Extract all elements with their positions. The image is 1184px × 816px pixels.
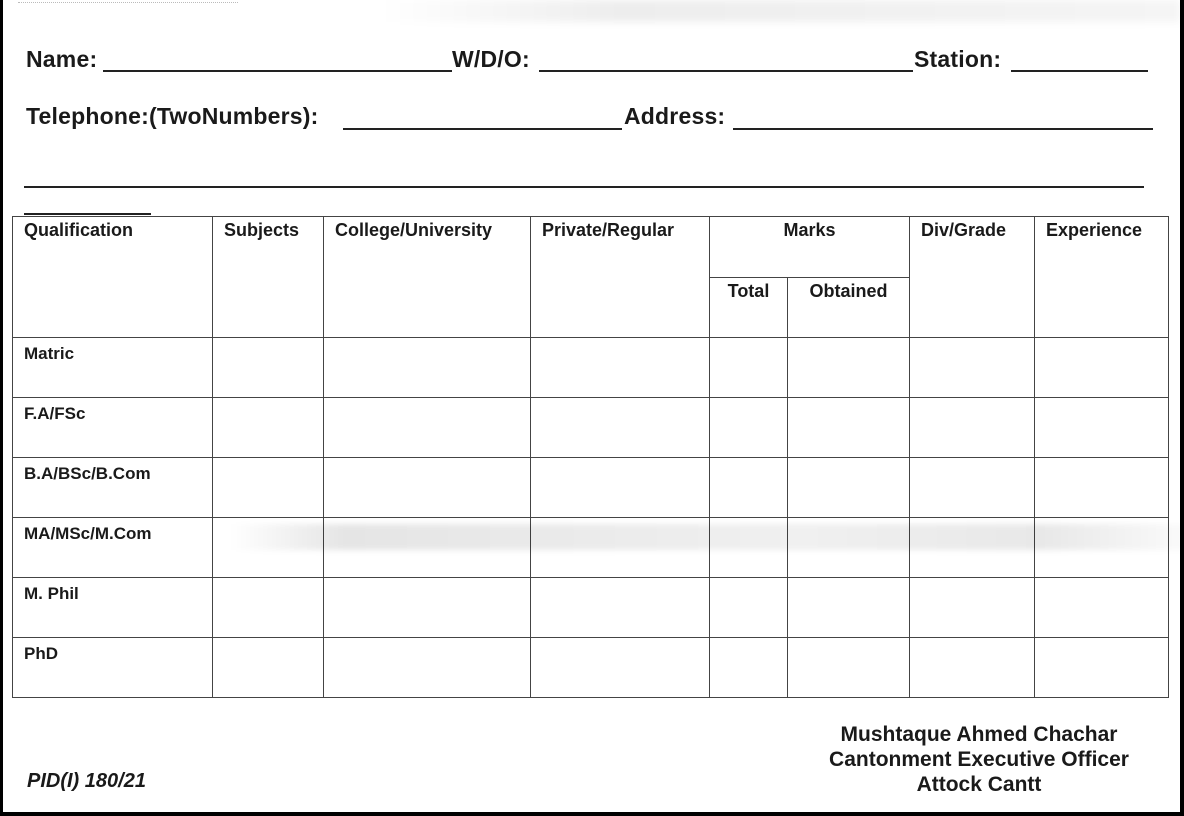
qualification-cell: PhD	[13, 638, 213, 698]
qualification-cell: B.A/BSc/B.Com	[13, 458, 213, 518]
station-label: Station:	[914, 46, 1002, 72]
officer-name: Mushtaque Ahmed Chachar	[840, 723, 1118, 746]
subjects-cell[interactable]	[213, 338, 324, 398]
qualification-cell: MA/MSc/M.Com	[13, 518, 213, 578]
header-private-regular: Private/Regular	[531, 217, 710, 338]
header-qualification: Qualification	[13, 217, 213, 338]
table-row	[13, 518, 1169, 578]
marks-obtained-cell[interactable]	[788, 338, 910, 398]
officer-title: Cantonment Executive Officer	[829, 748, 1129, 771]
private-regular-cell[interactable]	[531, 458, 710, 518]
header-marks-total: Total	[710, 278, 788, 338]
officer-place: Attock Cantt	[916, 773, 1042, 796]
wdo-field[interactable]	[539, 70, 913, 72]
experience-cell[interactable]	[1035, 518, 1169, 578]
div-grade-cell[interactable]	[910, 518, 1035, 578]
private-regular-cell[interactable]	[531, 518, 710, 578]
signature-block	[794, 722, 1164, 797]
private-regular-cell[interactable]	[531, 578, 710, 638]
qualification-table	[12, 216, 1169, 698]
marks-total-cell[interactable]	[710, 638, 788, 698]
telephone-label: Telephone:(TwoNumbers):	[26, 103, 319, 129]
station-field[interactable]	[1011, 70, 1148, 72]
table-row	[13, 338, 1169, 398]
college-cell[interactable]	[324, 338, 531, 398]
subjects-cell[interactable]	[213, 518, 324, 578]
address-continuation-field[interactable]	[24, 186, 1144, 188]
marks-obtained-cell[interactable]	[788, 458, 910, 518]
marks-total-cell[interactable]	[710, 398, 788, 458]
subjects-cell[interactable]	[213, 638, 324, 698]
header-marks: Marks	[710, 217, 910, 278]
subjects-cell[interactable]	[213, 578, 324, 638]
experience-cell[interactable]	[1035, 338, 1169, 398]
subjects-cell[interactable]	[213, 458, 324, 518]
experience-cell[interactable]	[1035, 578, 1169, 638]
experience-cell[interactable]	[1035, 398, 1169, 458]
college-cell[interactable]	[324, 398, 531, 458]
cut-off-text-fragment	[18, 0, 238, 3]
qualification-cell: F.A/FSc	[13, 398, 213, 458]
header-experience: Experience	[1035, 217, 1169, 338]
telephone-field[interactable]	[343, 128, 622, 130]
div-grade-cell[interactable]	[910, 338, 1035, 398]
div-grade-cell[interactable]	[910, 578, 1035, 638]
table-row	[13, 398, 1169, 458]
div-grade-cell[interactable]	[910, 398, 1035, 458]
subjects-cell[interactable]	[213, 398, 324, 458]
table-row	[13, 458, 1169, 518]
marks-obtained-cell[interactable]	[788, 518, 910, 578]
experience-cell[interactable]	[1035, 458, 1169, 518]
marks-obtained-cell[interactable]	[788, 398, 910, 458]
marks-total-cell[interactable]	[710, 578, 788, 638]
marks-total-cell[interactable]	[710, 338, 788, 398]
name-field[interactable]	[103, 70, 452, 72]
college-cell[interactable]	[324, 578, 531, 638]
table-row	[13, 578, 1169, 638]
address-label: Address:	[624, 103, 726, 129]
marks-total-cell[interactable]	[710, 458, 788, 518]
qualification-cell: M. Phil	[13, 578, 213, 638]
qualification-cell: Matric	[13, 338, 213, 398]
private-regular-cell[interactable]	[531, 398, 710, 458]
table-row	[13, 638, 1169, 698]
college-cell[interactable]	[324, 518, 531, 578]
header-subjects: Subjects	[213, 217, 324, 338]
wdo-label: W/D/O:	[452, 46, 530, 72]
header-div-grade: Div/Grade	[910, 217, 1035, 338]
college-cell[interactable]	[324, 458, 531, 518]
header-marks-obtained: Obtained	[788, 278, 910, 338]
experience-cell[interactable]	[1035, 638, 1169, 698]
header-college-university: College/University	[324, 217, 531, 338]
address-field[interactable]	[733, 128, 1153, 130]
div-grade-cell[interactable]	[910, 458, 1035, 518]
marks-obtained-cell[interactable]	[788, 578, 910, 638]
div-grade-cell[interactable]	[910, 638, 1035, 698]
college-cell[interactable]	[324, 638, 531, 698]
address-continuation-stub	[24, 213, 151, 215]
reference-number: PID(I) 180/21	[27, 770, 146, 792]
name-label: Name:	[26, 46, 98, 72]
marks-obtained-cell[interactable]	[788, 638, 910, 698]
private-regular-cell[interactable]	[531, 338, 710, 398]
marks-total-cell[interactable]	[710, 518, 788, 578]
private-regular-cell[interactable]	[531, 638, 710, 698]
